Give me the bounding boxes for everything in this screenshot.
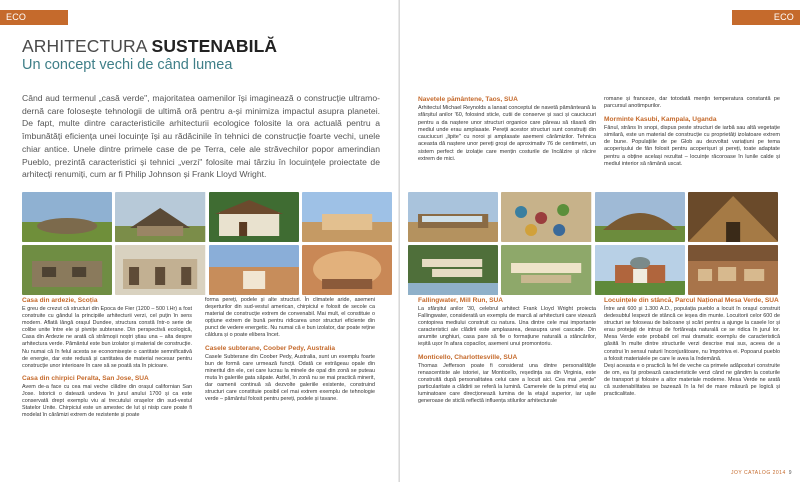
right-page bbox=[400, 0, 800, 482]
text-peralta: Avem de-a face cu cea mai veche clădire din orașul californian San Jose. Istoricii o datează undeva în jurul anului 1700 și ca este conservată drept exemplu viu al trecutului orașelor din sud-vestul Statelor Unite. Chirpiciul este un amestec de lut și nisip care poate fi modelat în cărămizi extrem de rezistente și poate bbox=[22, 383, 192, 419]
photo-underground-entrance bbox=[209, 245, 299, 295]
page-number: 9 bbox=[788, 470, 792, 476]
photo-underground-interior bbox=[302, 245, 392, 295]
text-adobe-cont: forma pereți, podele și alte structuri. În climatele aride, asemeni deșerturilor din sud-vestul american, chirpiciul e folosit de secole ca material de construcție extrem de convenabil. Mai mult, el constituie o opțiune extrem de bună pentru ridicarea unor structuri eficiente din punct de vedere energetic. Nu numai că e bun izolator, dar poate reține căldura și o poate elibera încet. bbox=[205, 297, 375, 339]
text-monticello-cont: romane și franceze, dar totodată mențin temperatura constantă pe parcursul anotimpurilor. bbox=[604, 96, 780, 110]
heading-kasubi: Morminte Kasubi, Kampala, Uganda bbox=[604, 115, 717, 123]
photo-earthship-wall bbox=[501, 192, 591, 242]
photo-grid-left bbox=[22, 192, 392, 295]
intro-paragraph: Când aud termenul „casă verde", majoritatea oamenilor își imaginează o construcție ultramodernă care folosește tehnologii de ultimă oră pentru a-și minimiza impactul asupra planetei. De fapt, multe dintre caracteristicile arhitecturii ecologice folosite la ora actuală pentru a îmbunătăți eficiența unei locuințe își au rădăcinile în tehnici de construcție foarte vechi, unele chiar antice. Unele dintre primele case de pe Terra, cele ale străvechilor popor amerindian Pueblo, prezintă caracteristici și tehnici „verzi" folosite mai târziu în locuințele proiectate de arhitecți renumiți, cum ar fi Philip Johnson și Frank Lloyd Wright. bbox=[22, 93, 380, 180]
photo-grid-right bbox=[408, 192, 778, 295]
heading-earthships: Navetele pământene, Taos, SUA bbox=[418, 96, 518, 103]
magazine-name: JOY CATALOG 2014 bbox=[731, 470, 786, 476]
photo-slate-house bbox=[22, 192, 112, 242]
photo-adobe-house bbox=[209, 192, 299, 242]
photo-mission-courtyard bbox=[115, 245, 205, 295]
heading-peralta: Casa din chirpici Peralta, San Jose, SUA bbox=[22, 374, 149, 382]
photo-fallingwater-terrace bbox=[501, 245, 591, 295]
heading-fallingwater: Fallingwater, Mill Run, SUA bbox=[418, 297, 503, 304]
heading-mesa-verde: Locuințele din stâncă, Parcul Național Mesa Verde, SUA bbox=[604, 297, 779, 304]
section-tag: ECO ISTORIE bbox=[0, 10, 68, 25]
photo-fallingwater bbox=[408, 245, 498, 295]
section-tag-right: ECO ISTORIE bbox=[732, 10, 800, 25]
article-subtitle: Un concept vechi de când lumea bbox=[22, 57, 233, 73]
photo-thatched-roof bbox=[595, 192, 685, 242]
heading-coober-pedy: Casele subterane, Coober Pedy, Australia bbox=[205, 344, 336, 352]
text-slate-house: E greu de crezut că structuri din Epoca de Fier (1200 – 500 î.Hr) a fost construite cu gândul la principiile arhitecturii verzi, cel puțin în sens modern. Aflată lângă orașul Dundee, structura constă într-o serie de colibe unite între ele și pivnițe subterane. Din perspectivă ecologică, Casa din Ardezie ne arată că strămoșii noștri știau una – alta despre arhitectura verde. Pământul este bun izolator și material de construcție. Nu numai că în felul acesta se economisește o cantitate semnificativă de energie, dar este redusă și cantitatea de material necesar pentru construcție unor interioare în care să se poată sta în picioare. bbox=[22, 306, 192, 369]
text-earthships: Arhitectul Michael Reynolds a lansat conceptul de navetă pământeană la sfârșitul anilor '60, folosind sticle, cutii de conserve și saci și cauciucuri pentru a da naștere unor structuri organice care păreau să răsară din mediul unde erau amplasate. Pereții acestor structuri sunt construiți din cauciucuri „lipite" cu noroi și amplasate asemeni cărămizilor. Tehnica aceasta dă naștere unor pereți groși de aproximativ 76 de centimetri, un sistem perfect de izolație care mențin costurile de încălzire și răcire extrem de mici. bbox=[418, 105, 596, 163]
photo-thatch-interior bbox=[688, 192, 778, 242]
heading-monticello: Monticello, Charlottesville, SUA bbox=[418, 353, 518, 361]
text-coober-pedy: Casele Subterane din Coober Pedy, Australia, sunt un exemplu foarte bun de formă care urmează funcții. Odată ce extrăgeau opale din mineritul din ele, cei care lucrau la minele de opal din zonă se puteau muta în galeriile gata săpate. Astfel, în zonă nu se mai practică minerit, dar oamenii continuă să dezvolte galeriile existente, construind structuri care constituie posibil cel mai extrem exemplu de tehnologie verde – pământul folosit pentru pereți, podele și tavane. bbox=[205, 353, 375, 403]
article-title: ARHITECTURA SUSTENABILĂ bbox=[22, 36, 278, 56]
text-monticello: Thomas Jefferson poate fi considerat una dintre personalitățile renascentiste ale istoriei, iar Monticello, reședința sa din Virginia, este construită după personalitatea celui care a locuit aici. Cea mai „verde" particularitate a clădirii se referă la lumină. Camerele de la primul etaj au luminatoare care direcționează lumina de la etajul superior, iar ușile generoase de sticlă reflectă influența stilurilor arhitecturale bbox=[418, 362, 596, 405]
text-mesa-verde: Între anii 600 și 1.300 A.D., populația pueblo a locuit în orașul construit dedesubtul lespezii de stâncă ce ieșea din munte. Locuitorii celor 600 de structuri se foloseau de balcoane și scări pentru a ajunge la casele lor și erau protejați de intruși de fortăreața naturală ce se ridica în jurul lor. Mesa Verde este probabil cel mai dramatic exemplu de caracteristică găsită în multe dintre structurile verzi descrise mai sus, aceea de a construi în sensul naturii înconjurătoare, nu împotriva ei. Popoarul pueblo a folosit materialele pe care le avea la îndemână. bbox=[604, 306, 780, 362]
text-fallingwater: La sfârșitul anilor '30, celebrul arhitect Frank Lloyd Wright proiecta Fallingwater, considerată un exemplu de marcă al arhitecturii care vizează contopirea mediului construit cu natura. Una dintre cele mai importante caracteristici ale clădirii este amplasarea, deasupra unei cascade. Din anumite unghiuri, casa pare să fie o formațiune naturală a stâncărilor, ieșită ușor în afara copacilor, asemeni unui promontoriu. bbox=[418, 306, 596, 348]
left-column-2 bbox=[205, 297, 375, 403]
photo-cliff-dwellings bbox=[688, 245, 778, 295]
text-kasubi: Fânul, strâns în snopi, dispus peste structuri de iarbă sau altă vegetație similară, este un material de construcție cu proprietăți izolatoare extrem de bune. Populațiile de pe Glob au dezvoltat variațiuni pe tema acoperișului de fân folosit pentru acoperișuri și pereți, toate adaptate pentru a obține același rezultat – locuințe răcoroase în lunile calde și mediul interior să rămână uscat. bbox=[604, 124, 780, 168]
photo-stone-hut bbox=[115, 192, 205, 242]
left-column-1 bbox=[22, 297, 192, 419]
right-bottom-column-1 bbox=[418, 297, 596, 405]
text-mesa-verde-cont: Deși aceasta e o practică la fel de veche ca primele adăposturi construite de om, ea își probează caracteristicile verzi când ne gândim la costurile de transport și folosire a altor materiale moderne. Mesa Verde ne arată că sustenabilitatea se bazează în la fel de mare măsură pe logică și practicalitate. bbox=[604, 362, 780, 398]
right-bottom-column-2 bbox=[604, 297, 780, 398]
page-footer bbox=[731, 470, 792, 476]
heading-slate-house: Casa din ardezie, Scoția bbox=[22, 297, 98, 304]
photo-desert-house bbox=[302, 192, 392, 242]
right-top-column-1 bbox=[418, 96, 596, 163]
photo-monticello bbox=[595, 245, 685, 295]
photo-ruins bbox=[22, 245, 112, 295]
right-top-column-2 bbox=[604, 96, 780, 168]
photo-earthship bbox=[408, 192, 498, 242]
